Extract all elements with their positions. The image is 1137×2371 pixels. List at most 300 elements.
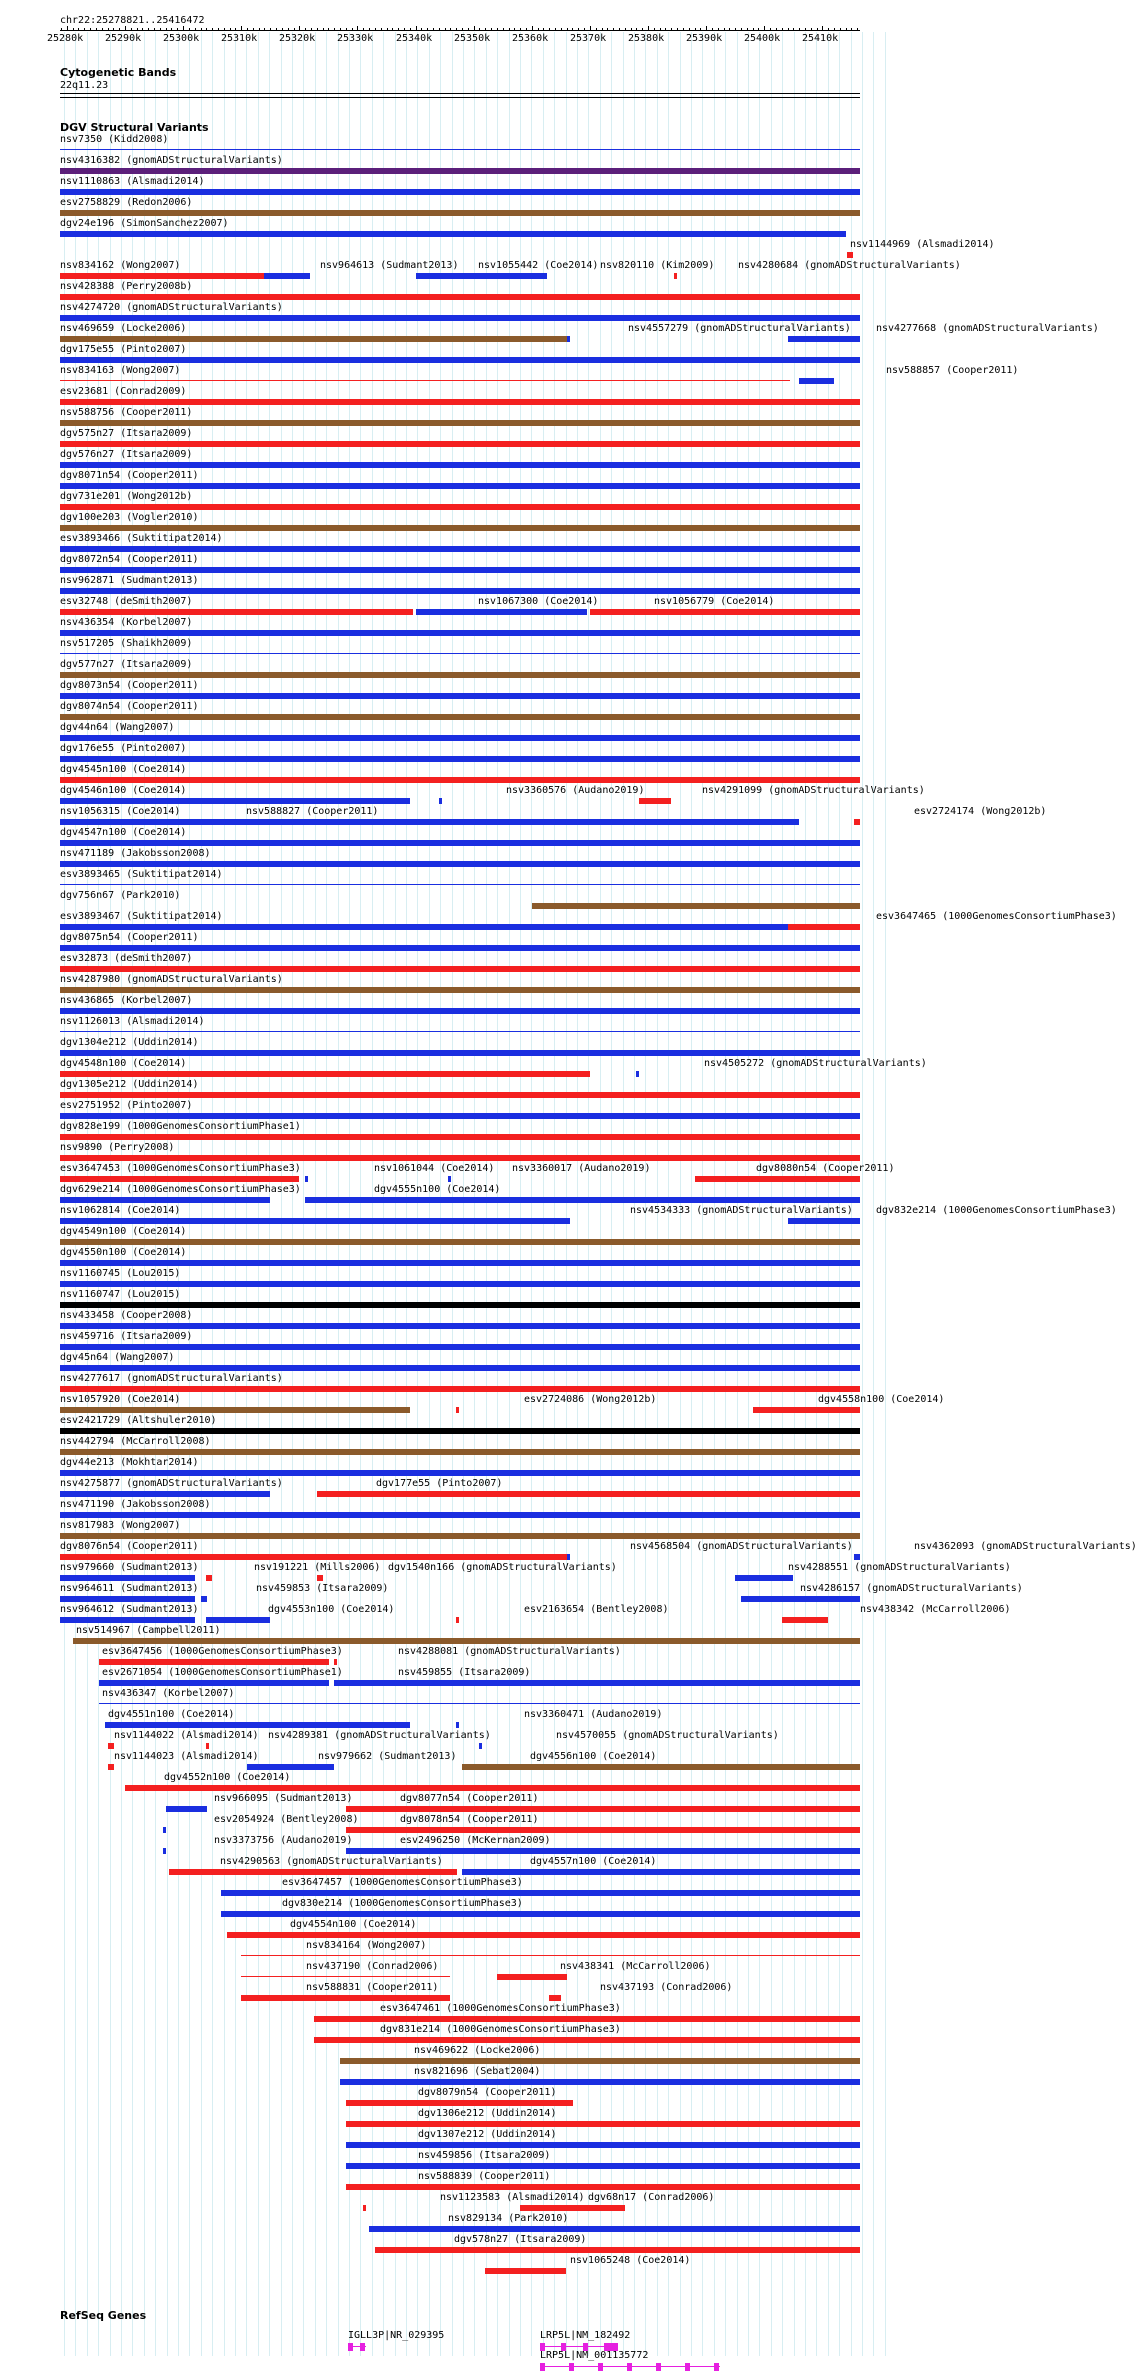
variant-label[interactable]: dgv1540n166 (gnomADStructuralVariants)	[388, 1562, 617, 1573]
variant-bar[interactable]	[60, 1281, 860, 1287]
variant-bar[interactable]	[60, 840, 860, 846]
variant-label[interactable]: dgv175e55 (Pinto2007)	[60, 344, 187, 355]
variant-bar[interactable]	[346, 2163, 860, 2169]
gene-exon[interactable]	[627, 2363, 632, 2371]
variant-bar[interactable]	[567, 1554, 570, 1560]
variant-bar[interactable]	[456, 1407, 459, 1413]
variant-bar[interactable]	[439, 798, 442, 804]
variant-bar[interactable]	[60, 567, 860, 573]
variant-bar[interactable]	[60, 714, 860, 720]
variant-bar[interactable]	[532, 903, 860, 909]
variant-label[interactable]: esv3647465 (1000GenomesConsortiumPhase3)	[876, 911, 1117, 922]
variant-bar[interactable]	[60, 1386, 860, 1392]
variant-label[interactable]: nsv1160747 (Lou2015)	[60, 1289, 181, 1300]
variant-label[interactable]: dgv4549n100 (Coe2014)	[60, 1226, 187, 1237]
variant-bar[interactable]	[416, 609, 587, 615]
variant-bar[interactable]	[340, 2079, 860, 2085]
variant-label[interactable]: nsv1061044 (Coe2014)	[374, 1163, 495, 1174]
variant-bar[interactable]	[799, 378, 834, 384]
variant-bar[interactable]	[346, 1827, 860, 1833]
variant-bar[interactable]	[60, 1575, 195, 1581]
variant-bar[interactable]	[369, 2226, 860, 2232]
variant-label[interactable]: nsv964611 (Sudmant2013)	[60, 1583, 199, 1594]
variant-label[interactable]: nsv438341 (McCarroll2006)	[560, 1961, 711, 1972]
variant-bar[interactable]	[60, 504, 860, 510]
variant-bar[interactable]	[169, 1869, 457, 1875]
variant-label[interactable]: esv2163654 (Bentley2008)	[524, 1604, 669, 1615]
variant-label[interactable]: dgv45n64 (Wang2007)	[60, 1352, 175, 1363]
variant-label[interactable]: dgv4554n100 (Coe2014)	[290, 1919, 417, 1930]
variant-bar[interactable]	[60, 149, 860, 150]
variant-label[interactable]: nsv433458 (Cooper2008)	[60, 1310, 193, 1321]
variant-bar[interactable]	[60, 1134, 860, 1140]
gene-label[interactable]: LRP5L|NM_182492	[540, 2330, 631, 2341]
variant-bar[interactable]	[60, 798, 410, 804]
variant-label[interactable]: dgv756n67 (Park2010)	[60, 890, 181, 901]
variant-bar[interactable]	[60, 231, 846, 237]
variant-label[interactable]: nsv4277668 (gnomADStructuralVariants)	[876, 323, 1099, 334]
variant-label[interactable]: nsv3360017 (Audano2019)	[512, 1163, 651, 1174]
variant-label[interactable]: dgv1307e212 (Uddin2014)	[418, 2129, 557, 2140]
variant-label[interactable]: nsv459855 (Itsara2009)	[398, 1667, 531, 1678]
variant-bar[interactable]	[60, 525, 860, 531]
variant-bar[interactable]	[462, 1869, 860, 1875]
variant-bar[interactable]	[60, 924, 799, 930]
variant-bar[interactable]	[60, 1365, 860, 1371]
variant-label[interactable]: dgv68n17 (Conrad2006)	[588, 2192, 715, 2203]
variant-bar[interactable]	[60, 1491, 270, 1497]
variant-bar[interactable]	[99, 1680, 329, 1686]
variant-label[interactable]: nsv1057920 (Coe2014)	[60, 1394, 181, 1405]
variant-label[interactable]: dgv8073n54 (Cooper2011)	[60, 680, 199, 691]
variant-bar[interactable]	[60, 1512, 860, 1518]
variant-bar[interactable]	[105, 1722, 410, 1728]
variant-label[interactable]: esv3893465 (Suktitipat2014)	[60, 869, 223, 880]
variant-label[interactable]: dgv831e214 (1000GenomesConsortiumPhase3)	[380, 2024, 621, 2035]
variant-bar[interactable]	[520, 2205, 625, 2211]
variant-bar[interactable]	[60, 1533, 860, 1539]
variant-bar[interactable]	[479, 1743, 482, 1749]
variant-label[interactable]: dgv830e214 (1000GenomesConsortiumPhase3)	[282, 1898, 523, 1909]
variant-label[interactable]: dgv4546n100 (Coe2014)	[60, 785, 187, 796]
variant-label[interactable]: nsv4286157 (gnomADStructuralVariants)	[800, 1583, 1023, 1594]
variant-bar[interactable]	[567, 336, 570, 342]
variant-label[interactable]: nsv1062814 (Coe2014)	[60, 1205, 181, 1216]
variant-bar[interactable]	[346, 1806, 860, 1812]
variant-bar[interactable]	[108, 1764, 114, 1770]
variant-label[interactable]: nsv4287980 (gnomADStructuralVariants)	[60, 974, 283, 985]
gene-exon[interactable]	[569, 2363, 574, 2371]
variant-label[interactable]: esv2724174 (Wong2012b)	[914, 806, 1047, 817]
variant-bar[interactable]	[363, 2205, 366, 2211]
variant-bar[interactable]	[206, 1617, 270, 1623]
variant-bar[interactable]	[60, 1260, 860, 1266]
variant-label[interactable]: dgv577n27 (Itsara2009)	[60, 659, 193, 670]
variant-bar[interactable]	[125, 1785, 860, 1791]
variant-bar[interactable]	[60, 273, 264, 279]
variant-bar[interactable]	[73, 1638, 860, 1644]
variant-bar[interactable]	[60, 861, 860, 867]
variant-label[interactable]: nsv469622 (Locke2006)	[414, 2045, 541, 2056]
variant-bar[interactable]	[60, 735, 860, 741]
variant-label[interactable]: nsv821696 (Sebat2004)	[414, 2066, 541, 2077]
variant-label[interactable]: nsv442794 (McCarroll2008)	[60, 1436, 211, 1447]
variant-bar[interactable]	[163, 1827, 166, 1833]
variant-bar[interactable]	[60, 1344, 860, 1350]
variant-label[interactable]: esv3647461 (1000GenomesConsortiumPhase3)	[380, 2003, 621, 2014]
variant-label[interactable]: nsv436347 (Korbel2007)	[102, 1688, 235, 1699]
variant-bar[interactable]	[346, 2184, 860, 2190]
variant-label[interactable]: dgv8072n54 (Cooper2011)	[60, 554, 199, 565]
variant-label[interactable]: dgv44e213 (Mokhtar2014)	[60, 1457, 199, 1468]
variant-label[interactable]: nsv469659 (Locke2006)	[60, 323, 187, 334]
variant-label[interactable]: dgv4555n100 (Coe2014)	[374, 1184, 501, 1195]
variant-label[interactable]: dgv1305e212 (Uddin2014)	[60, 1079, 199, 1090]
variant-bar[interactable]	[314, 2037, 860, 2043]
variant-bar[interactable]	[247, 1764, 334, 1770]
variant-label[interactable]: nsv4362093 (gnomADStructuralVariants)	[914, 1541, 1137, 1552]
variant-bar[interactable]	[60, 756, 860, 762]
gene-label[interactable]: LRP5L|NM_001135772	[540, 2350, 649, 2361]
variant-label[interactable]: nsv514967 (Campbell2011)	[76, 1625, 221, 1636]
variant-bar[interactable]	[788, 1218, 860, 1224]
variant-label[interactable]: nsv4289381 (gnomADStructuralVariants)	[268, 1730, 491, 1741]
variant-label[interactable]: nsv964612 (Sudmant2013)	[60, 1604, 199, 1615]
gene-exon[interactable]	[714, 2363, 719, 2371]
variant-label[interactable]: nsv834163 (Wong2007)	[60, 365, 181, 376]
variant-label[interactable]: dgv8074n54 (Cooper2011)	[60, 701, 199, 712]
cytoband-line[interactable]	[60, 93, 860, 94]
variant-label[interactable]: nsv4316382 (gnomADStructuralVariants)	[60, 155, 283, 166]
variant-bar[interactable]	[340, 2058, 860, 2064]
variant-label[interactable]: nsv1126013 (Alsmadi2014)	[60, 1016, 205, 1027]
variant-label[interactable]: nsv471190 (Jakobsson2008)	[60, 1499, 211, 1510]
variant-bar[interactable]	[346, 2142, 860, 2148]
variant-label[interactable]: nsv1144969 (Alsmadi2014)	[850, 239, 995, 250]
variant-label[interactable]: dgv8078n54 (Cooper2011)	[400, 1814, 539, 1825]
variant-label[interactable]: dgv731e201 (Wong2012b)	[60, 491, 193, 502]
variant-bar[interactable]	[375, 2247, 860, 2253]
variant-bar[interactable]	[305, 1176, 308, 1182]
variant-bar[interactable]	[314, 2016, 860, 2022]
variant-label[interactable]: nsv9890 (Perry2008)	[60, 1142, 175, 1153]
variant-bar[interactable]	[60, 588, 860, 594]
variant-label[interactable]: nsv3360576 (Audano2019)	[506, 785, 645, 796]
variant-bar[interactable]	[60, 966, 860, 972]
variant-label[interactable]: nsv820110 (Kim2009)	[600, 260, 715, 271]
variant-label[interactable]: esv2751952 (Pinto2007)	[60, 1100, 193, 1111]
gene-exon[interactable]	[685, 2363, 690, 2371]
variant-label[interactable]: dgv4552n100 (Coe2014)	[164, 1772, 291, 1783]
variant-bar[interactable]	[241, 1955, 860, 1956]
variant-bar[interactable]	[462, 1764, 860, 1770]
variant-bar[interactable]	[590, 609, 860, 615]
variant-label[interactable]: nsv1160745 (Lou2015)	[60, 1268, 181, 1279]
variant-bar[interactable]	[163, 1848, 166, 1854]
variant-bar[interactable]	[854, 819, 860, 825]
variant-label[interactable]: esv2671054 (1000GenomesConsortiumPhase1)	[102, 1667, 343, 1678]
variant-label[interactable]: dgv828e199 (1000GenomesConsortiumPhase1)	[60, 1121, 301, 1132]
variant-label[interactable]: nsv1144023 (Alsmadi2014)	[114, 1751, 259, 1762]
variant-label[interactable]: nsv829134 (Park2010)	[448, 2213, 569, 2224]
variant-label[interactable]: nsv964613 (Sudmant2013)	[320, 260, 459, 271]
variant-bar[interactable]	[317, 1491, 860, 1497]
variant-label[interactable]: dgv8075n54 (Cooper2011)	[60, 932, 199, 943]
variant-label[interactable]: nsv3360471 (Audano2019)	[524, 1709, 663, 1720]
variant-label[interactable]: dgv4557n100 (Coe2014)	[530, 1856, 657, 1867]
variant-bar[interactable]	[60, 672, 860, 678]
variant-label[interactable]: nsv1110863 (Alsmadi2014)	[60, 176, 205, 187]
variant-bar[interactable]	[99, 1659, 329, 1665]
variant-label[interactable]: esv2496250 (McKernan2009)	[400, 1835, 551, 1846]
variant-bar[interactable]	[847, 252, 853, 258]
variant-label[interactable]: nsv834162 (Wong2007)	[60, 260, 181, 271]
variant-label[interactable]: nsv437190 (Conrad2006)	[306, 1961, 439, 1972]
variant-bar[interactable]	[485, 2268, 566, 2274]
variant-bar[interactable]	[60, 777, 860, 783]
variant-bar[interactable]	[60, 1092, 860, 1098]
variant-bar[interactable]	[221, 1890, 860, 1896]
variant-label[interactable]: nsv588756 (Cooper2011)	[60, 407, 193, 418]
gene-model-line[interactable]	[540, 2346, 610, 2347]
variant-bar[interactable]	[854, 1554, 860, 1560]
variant-bar[interactable]	[60, 357, 860, 363]
variant-label[interactable]: dgv8080n54 (Cooper2011)	[756, 1163, 895, 1174]
variant-bar[interactable]	[317, 1575, 323, 1581]
variant-bar[interactable]	[334, 1659, 337, 1665]
variant-label[interactable]: nsv459856 (Itsara2009)	[418, 2150, 551, 2161]
gene-exon[interactable]	[360, 2343, 365, 2351]
variant-label[interactable]: nsv962871 (Sudmant2013)	[60, 575, 199, 586]
variant-bar[interactable]	[60, 653, 860, 654]
variant-bar[interactable]	[60, 987, 860, 993]
variant-label[interactable]: dgv24e196 (SimonSanchez2007)	[60, 218, 229, 229]
variant-label[interactable]: nsv834164 (Wong2007)	[306, 1940, 427, 1951]
variant-bar[interactable]	[183, 819, 799, 825]
variant-bar[interactable]	[206, 1575, 212, 1581]
variant-label[interactable]: nsv4505272 (gnomADStructuralVariants)	[704, 1058, 927, 1069]
variant-label[interactable]: nsv459853 (Itsara2009)	[256, 1583, 389, 1594]
variant-label[interactable]: nsv437193 (Conrad2006)	[600, 1982, 733, 1993]
variant-label[interactable]: nsv428388 (Perry2008b)	[60, 281, 193, 292]
variant-bar[interactable]	[60, 441, 860, 447]
variant-bar[interactable]	[788, 336, 860, 342]
variant-bar[interactable]	[60, 1407, 410, 1413]
variant-bar[interactable]	[346, 2121, 860, 2127]
variant-bar[interactable]	[264, 273, 310, 279]
variant-bar[interactable]	[60, 210, 860, 216]
variant-bar[interactable]	[782, 1617, 828, 1623]
variant-label[interactable]: nsv966095 (Sudmant2013)	[214, 1793, 353, 1804]
variant-bar[interactable]	[456, 1617, 459, 1623]
variant-label[interactable]: dgv176e55 (Pinto2007)	[60, 743, 187, 754]
variant-label[interactable]: nsv4557279 (gnomADStructuralVariants)	[628, 323, 851, 334]
variant-label[interactable]: esv2054924 (Bentley2008)	[214, 1814, 359, 1825]
variant-label[interactable]: nsv1055442 (Coe2014)	[478, 260, 599, 271]
variant-label[interactable]: nsv4277617 (gnomADStructuralVariants)	[60, 1373, 283, 1384]
variant-label[interactable]: dgv4547n100 (Coe2014)	[60, 827, 187, 838]
variant-label[interactable]: esv3647456 (1000GenomesConsortiumPhase3)	[102, 1646, 343, 1657]
variant-bar[interactable]	[636, 1071, 639, 1077]
variant-bar[interactable]	[166, 1806, 207, 1812]
variant-label[interactable]: dgv8071n54 (Cooper2011)	[60, 470, 199, 481]
variant-bar[interactable]	[227, 1932, 860, 1938]
variant-bar[interactable]	[567, 1218, 570, 1224]
variant-label[interactable]: nsv588831 (Cooper2011)	[306, 1982, 439, 1993]
variant-label[interactable]: nsv4290563 (gnomADStructuralVariants)	[220, 1856, 443, 1867]
variant-label[interactable]: esv32873 (deSmith2007)	[60, 953, 193, 964]
variant-bar[interactable]	[60, 693, 860, 699]
variant-bar[interactable]	[448, 1176, 451, 1182]
variant-bar[interactable]	[753, 1407, 860, 1413]
variant-label[interactable]: nsv4274720 (gnomADStructuralVariants)	[60, 302, 283, 313]
gene-label[interactable]: IGLL3P|NR_029395	[348, 2330, 445, 2341]
variant-label[interactable]: esv32748 (deSmith2007)	[60, 596, 193, 607]
variant-label[interactable]: nsv191221 (Mills2006)	[254, 1562, 381, 1573]
variant-label[interactable]: esv2724086 (Wong2012b)	[524, 1394, 657, 1405]
variant-label[interactable]: esv2758829 (Redon2006)	[60, 197, 193, 208]
variant-label[interactable]: esv23681 (Conrad2009)	[60, 386, 187, 397]
variant-label[interactable]: dgv8076n54 (Cooper2011)	[60, 1541, 199, 1552]
variant-bar[interactable]	[60, 1071, 590, 1077]
variant-bar[interactable]	[695, 1176, 860, 1182]
variant-label[interactable]: nsv4568504 (gnomADStructuralVariants)	[630, 1541, 853, 1552]
variant-bar[interactable]	[674, 273, 677, 279]
variant-label[interactable]: nsv1067300 (Coe2014)	[478, 596, 599, 607]
variant-label[interactable]: esv3647453 (1000GenomesConsortiumPhase3)	[60, 1163, 301, 1174]
variant-label[interactable]: nsv1123583 (Alsmadi2014)	[440, 2192, 585, 2203]
variant-bar[interactable]	[334, 1680, 860, 1686]
variant-label[interactable]: dgv100e203 (Vogler2010)	[60, 512, 199, 523]
variant-label[interactable]: nsv3373756 (Audano2019)	[214, 1835, 353, 1846]
variant-label[interactable]: nsv979660 (Sudmant2013)	[60, 1562, 199, 1573]
variant-label[interactable]: dgv1306e212 (Uddin2014)	[418, 2108, 557, 2119]
variant-label[interactable]: nsv979662 (Sudmant2013)	[318, 1751, 457, 1762]
variant-bar[interactable]	[221, 1911, 860, 1917]
variant-bar[interactable]	[241, 1995, 450, 2001]
variant-bar[interactable]	[60, 609, 413, 615]
variant-bar[interactable]	[549, 1995, 561, 2001]
variant-bar[interactable]	[60, 945, 860, 951]
variant-label[interactable]: nsv517205 (Shaikh2009)	[60, 638, 193, 649]
variant-label[interactable]: nsv459716 (Itsara2009)	[60, 1331, 193, 1342]
variant-bar[interactable]	[456, 1722, 459, 1728]
variant-label[interactable]: nsv4570055 (gnomADStructuralVariants)	[556, 1730, 779, 1741]
variant-bar[interactable]	[241, 1976, 450, 1977]
variant-label[interactable]: nsv817983 (Wong2007)	[60, 1520, 181, 1531]
variant-label[interactable]: dgv4556n100 (Coe2014)	[530, 1751, 657, 1762]
variant-label[interactable]: nsv4291099 (gnomADStructuralVariants)	[702, 785, 925, 796]
variant-bar[interactable]	[60, 1176, 299, 1182]
gene-exon[interactable]	[598, 2363, 603, 2371]
variant-bar[interactable]	[60, 1113, 860, 1119]
variant-label[interactable]: dgv44n64 (Wang2007)	[60, 722, 175, 733]
variant-bar[interactable]	[108, 1743, 114, 1749]
variant-label[interactable]: nsv4288081 (gnomADStructuralVariants)	[398, 1646, 621, 1657]
variant-label[interactable]: nsv4534333 (gnomADStructuralVariants)	[630, 1205, 853, 1216]
variant-label[interactable]: dgv4548n100 (Coe2014)	[60, 1058, 187, 1069]
variant-bar[interactable]	[60, 546, 860, 552]
variant-bar[interactable]	[60, 1197, 270, 1203]
variant-bar[interactable]	[346, 2100, 573, 2106]
variant-bar[interactable]	[60, 1428, 860, 1434]
variant-label[interactable]: nsv588839 (Cooper2011)	[418, 2171, 551, 2182]
variant-bar[interactable]	[741, 1596, 860, 1602]
variant-bar[interactable]	[60, 1050, 860, 1056]
variant-label[interactable]: esv3647457 (1000GenomesConsortiumPhase3)	[282, 1877, 523, 1888]
variant-label[interactable]: nsv471189 (Jakobsson2008)	[60, 848, 211, 859]
variant-bar[interactable]	[416, 273, 538, 279]
variant-label[interactable]: dgv578n27 (Itsara2009)	[454, 2234, 587, 2245]
variant-label[interactable]: nsv4288551 (gnomADStructuralVariants)	[788, 1562, 1011, 1573]
variant-label[interactable]: nsv1056315 (Coe2014)	[60, 806, 181, 817]
variant-label[interactable]: nsv588827 (Cooper2011)	[246, 806, 379, 817]
variant-bar[interactable]	[60, 189, 860, 195]
variant-bar[interactable]	[99, 1703, 860, 1704]
variant-bar[interactable]	[201, 1596, 207, 1602]
variant-label[interactable]: nsv4280684 (gnomADStructuralVariants)	[738, 260, 961, 271]
variant-bar[interactable]	[60, 168, 860, 174]
variant-label[interactable]: esv2421729 (Altshuler2010)	[60, 1415, 217, 1426]
variant-label[interactable]: dgv4558n100 (Coe2014)	[818, 1394, 945, 1405]
variant-bar[interactable]	[60, 630, 860, 636]
variant-bar[interactable]	[60, 1008, 860, 1014]
variant-label[interactable]: dgv4545n100 (Coe2014)	[60, 764, 187, 775]
variant-bar[interactable]	[60, 819, 183, 825]
variant-label[interactable]: dgv629e214 (1000GenomesConsortiumPhase3)	[60, 1184, 301, 1195]
variant-label[interactable]: nsv436354 (Korbel2007)	[60, 617, 193, 628]
variant-bar[interactable]	[735, 1575, 793, 1581]
variant-bar[interactable]	[60, 1155, 860, 1161]
variant-bar[interactable]	[60, 1302, 860, 1308]
variant-label[interactable]: dgv1304e212 (Uddin2014)	[60, 1037, 199, 1048]
variant-bar[interactable]	[60, 483, 860, 489]
variant-label[interactable]: dgv4553n100 (Coe2014)	[268, 1604, 395, 1615]
variant-label[interactable]: nsv1144022 (Alsmadi2014)	[114, 1730, 259, 1741]
cytoband-label[interactable]: 22q11.23	[60, 80, 109, 91]
variant-label[interactable]: nsv1065248 (Coe2014)	[570, 2255, 691, 2266]
variant-bar[interactable]	[60, 462, 860, 468]
variant-label[interactable]: dgv8079n54 (Cooper2011)	[418, 2087, 557, 2098]
variant-label[interactable]: dgv832e214 (1000GenomesConsortiumPhase3)	[876, 1205, 1117, 1216]
variant-label[interactable]: nsv4275877 (gnomADStructuralVariants)	[60, 1478, 283, 1489]
variant-bar[interactable]	[60, 1323, 860, 1329]
variant-label[interactable]: dgv4551n100 (Coe2014)	[108, 1709, 235, 1720]
variant-label[interactable]: esv3893466 (Suktitipat2014)	[60, 533, 223, 544]
variant-bar[interactable]	[788, 924, 860, 930]
gene-exon[interactable]	[540, 2363, 545, 2371]
variant-bar[interactable]	[60, 1449, 860, 1455]
variant-bar[interactable]	[60, 1031, 860, 1032]
variant-bar[interactable]	[497, 1974, 567, 1980]
variant-bar[interactable]	[60, 399, 860, 405]
gene-exon[interactable]	[656, 2363, 661, 2371]
variant-label[interactable]: nsv7350 (Kidd2008)	[60, 134, 169, 145]
variant-label[interactable]: nsv588857 (Cooper2011)	[886, 365, 1019, 376]
gene-exon[interactable]	[348, 2343, 353, 2351]
variant-label[interactable]: dgv575n27 (Itsara2009)	[60, 428, 193, 439]
variant-bar[interactable]	[60, 336, 567, 342]
variant-bar[interactable]	[60, 1218, 567, 1224]
variant-label[interactable]: dgv576n27 (Itsara2009)	[60, 449, 193, 460]
variant-bar[interactable]	[60, 1470, 860, 1476]
variant-bar[interactable]	[346, 1848, 860, 1854]
variant-bar[interactable]	[206, 1743, 209, 1749]
variant-label[interactable]: nsv436865 (Korbel2007)	[60, 995, 193, 1006]
variant-label[interactable]: dgv4550n100 (Coe2014)	[60, 1247, 187, 1258]
variant-bar[interactable]	[60, 315, 860, 321]
variant-label[interactable]: nsv438342 (McCarroll2006)	[860, 1604, 1011, 1615]
